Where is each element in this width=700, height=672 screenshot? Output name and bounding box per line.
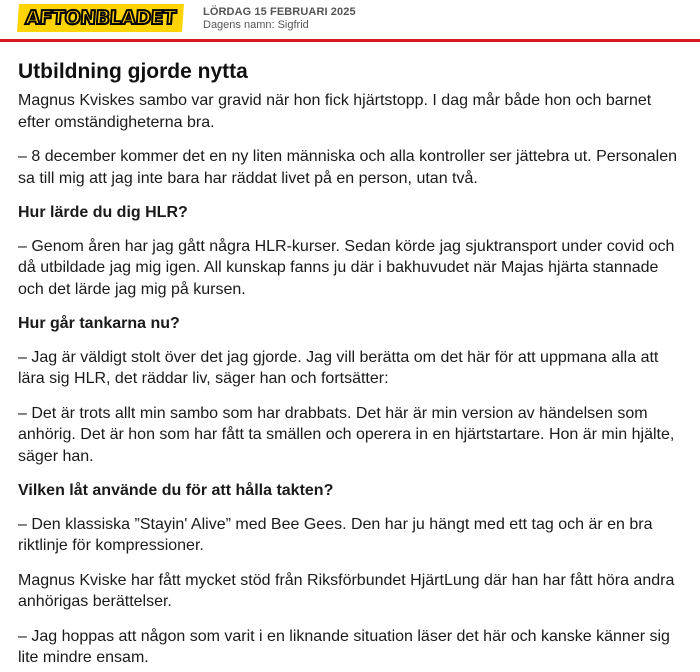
aftonbladet-logo[interactable]: AFTONBLADET bbox=[17, 4, 184, 32]
header-date: LÖRDAG 15 FEBRUARI 2025 bbox=[203, 6, 356, 18]
interview-question: Hur går tankarna nu? bbox=[18, 315, 180, 332]
header-namnsdag: Dagens namn: Sigfrid bbox=[203, 19, 309, 31]
interview-question: Hur lärde du dig HLR? bbox=[18, 204, 188, 221]
interview-question: Vilken låt använde du för att hålla takten? bbox=[18, 482, 334, 499]
article-paragraph: – Genom åren har jag gått några HLR-kurser. Sedan körde jag sjuktransport under covid och då utbildade jag mig igen. All kunskap fanns ju där i bakhuvudet när Majas hjärta stannade och det lärde jag mig på kursen. bbox=[18, 237, 675, 298]
article-paragraph: Magnus Kviske har fått mycket stöd från Riksförbundet HjärtLung där han har fått höra andra anhörigas berättelser. bbox=[18, 571, 675, 610]
article-paragraph: – Jag är väldigt stolt över det jag gjorde. Jag vill berätta om det här för att uppmana alla att lära sig HLR, det räddar liv, säger han och fortsätter: bbox=[18, 348, 659, 387]
article-paragraph: – Den klassiska ”Stayin' Alive” med Bee Gees. Den har ju hängt med ett tag och är en bra riktlinje för kompressioner. bbox=[18, 515, 653, 554]
site-header bbox=[0, 0, 700, 42]
article-paragraph: Magnus Kviskes sambo var gravid när hon fick hjärtstopp. I dag mår både hon och barnet efter omständigheterna bra. bbox=[18, 92, 652, 131]
article-paragraph: – Jag hoppas att någon som varit i en liknande situation läser det här och kanske känner sig lite mindre ensam. bbox=[18, 627, 670, 666]
article-paragraph: – Det är trots allt min sambo som har drabbats. Det här är min version av händelsen som anhörig. Det är hon som har fått ta smällen och operera in en hjärtstartare. Hon är min hjälte, säger han. bbox=[18, 404, 675, 465]
article-body bbox=[0, 59, 700, 669]
article-title: Utbildning gjorde nytta bbox=[18, 60, 248, 83]
article-paragraph: – 8 december kommer det en ny liten människa och alla kontroller ser jättebra ut. Personalen sa till mig att jag inte bara har räddat livet på en person, utan två. bbox=[18, 148, 678, 187]
